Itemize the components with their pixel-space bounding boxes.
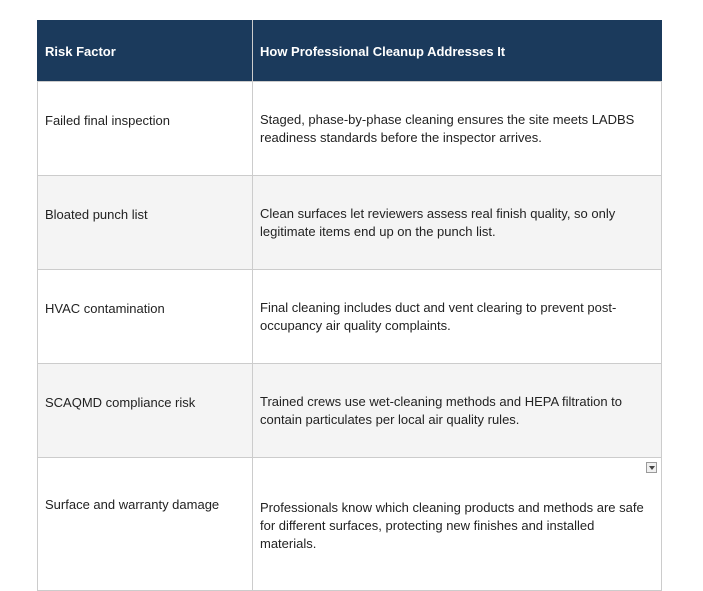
risk-factor-cell: HVAC contamination: [38, 270, 253, 364]
table-row: [38, 176, 662, 270]
description-cell: Final cleaning includes duct and vent clearing to prevent post-occupancy air quality complaints.: [253, 270, 662, 364]
table-row: [38, 364, 662, 458]
chevron-down-icon[interactable]: [646, 462, 657, 473]
table-header-row: [38, 21, 662, 82]
table-row: [38, 458, 662, 591]
description-cell: Clean surfaces let reviewers assess real finish quality, so only legitimate items end up on the punch list.: [253, 176, 662, 270]
description-cell-container: [253, 458, 662, 591]
risk-factor-cell: SCAQMD compliance risk: [38, 364, 253, 458]
risk-factor-cell: Bloated punch list: [38, 176, 253, 270]
description-cell: Staged, phase-by-phase cleaning ensures the site meets LADBS readiness standards before the inspector arrives.: [253, 82, 662, 176]
risk-factor-cell: Surface and warranty damage: [38, 458, 253, 591]
description-cell: Trained crews use wet-cleaning methods and HEPA filtration to contain particulates per local air quality rules.: [253, 364, 662, 458]
column-header-risk-factor: Risk Factor: [38, 21, 253, 82]
description-cell: Professionals know which cleaning products and methods are safe for different surfaces, protecting new finishes and installed materials.: [260, 500, 644, 551]
table-row: [38, 270, 662, 364]
column-header-professional-cleanup: How Professional Cleanup Addresses It: [253, 21, 662, 82]
table-row: [38, 82, 662, 176]
risk-factor-table: [37, 20, 662, 591]
risk-factor-cell: Failed final inspection: [38, 82, 253, 176]
